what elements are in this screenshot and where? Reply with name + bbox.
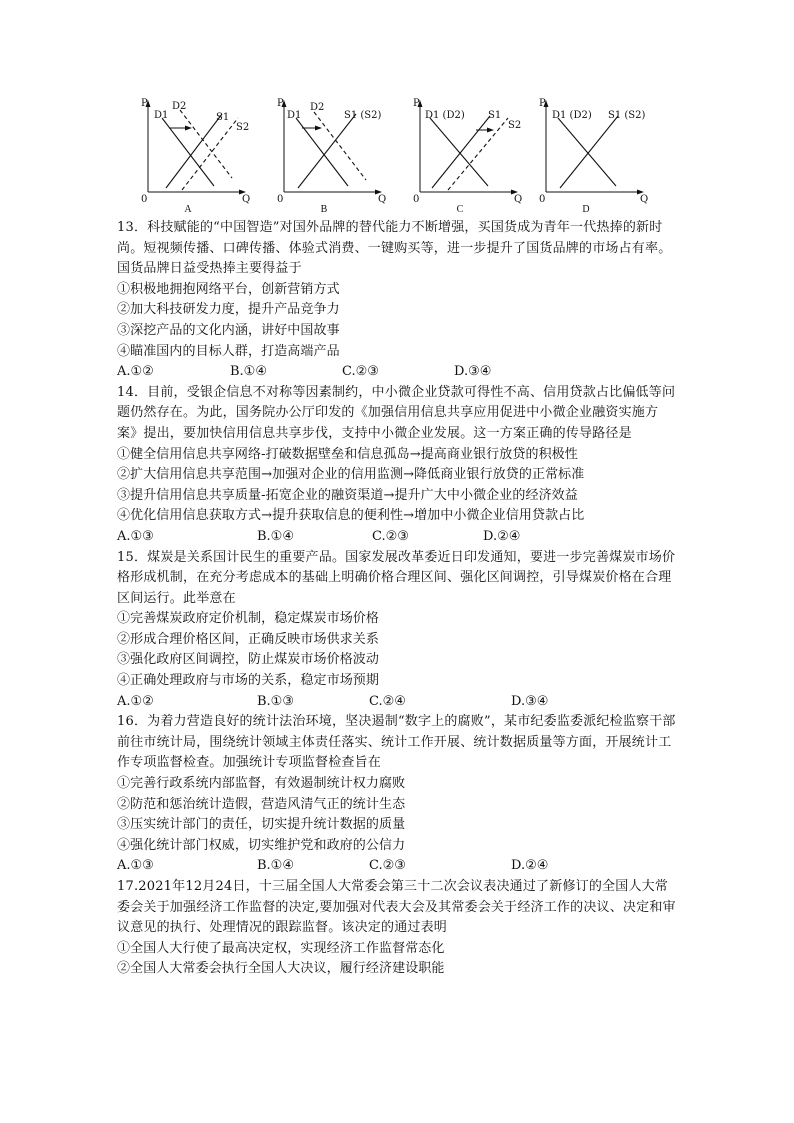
answer-a[interactable]: A.①② (117, 364, 154, 380)
option-3: ③深挖产品的文化内涵，讲好中国故事 (117, 322, 340, 338)
answer-d[interactable]: D.②④ (511, 858, 549, 874)
graph-d-caption: D (582, 204, 590, 215)
graph-a-plot (138, 96, 251, 205)
answer-c[interactable]: C.②④ (369, 693, 406, 709)
graph-b-origin: 0 (277, 194, 284, 205)
graph-a-d2: D2 (172, 101, 187, 112)
option-1: ①完善行政系统内部监督，有效遏制统计权力腐败 (117, 776, 406, 792)
graph-d-s-label: S1 (S2) (608, 110, 646, 121)
answer-a[interactable]: A.①③ (117, 858, 154, 874)
graph-c-d-label: D1 (D2) (425, 110, 465, 121)
answer-b[interactable]: B.①④ (257, 528, 294, 544)
option-3: ③强化政府区间调控，防止煤炭市场价格波动 (117, 652, 380, 668)
answer-b[interactable]: B.①④ (257, 858, 294, 874)
graph-c-s2: S2 (508, 120, 522, 131)
answer-a[interactable]: A.①③ (117, 528, 154, 544)
question-stem: 13．科技赋能的“中国智造”对国外品牌的替代能力不断增强，买国货成为青年一代热捧的新时尚。短视频传播、口碑传播、体验式消费、一键购买等，进一步提升了国货品牌的市场占有率。国货品牌日益受热捧主要得益于 (117, 220, 672, 277)
option-2: ②全国人大常委会执行全国人大决议，履行经济建设职能 (117, 961, 445, 977)
answer-choices (117, 856, 677, 877)
graph-a-caption: A (184, 204, 192, 215)
graph-a-s1: S1 (216, 112, 230, 123)
answer-choices (117, 362, 677, 383)
answer-d[interactable]: D.③④ (511, 693, 549, 709)
option-2: ②形成合理价格区间，正确反映市场供求关系 (117, 631, 380, 647)
graph-c-q-label: Q (514, 194, 523, 205)
supply-demand-graphs (138, 96, 658, 218)
option-2: ②扩大信用信息共享范围→加强对企业的信用监测→降低商业银行放贷的正常标准 (117, 467, 585, 483)
question-stem: 15．煤炭是关系国计民生的重要产品。国家发展改革委近日印发通知，要进一步完善煤炭市场价格形成机制，在充分考虑成本的基础上明确价格合理区间、强化区间调控，引导煤炭价格在合理区间运行。此举意在 (117, 549, 676, 606)
graph-a-q-label: Q (242, 194, 251, 205)
option-3: ③提升信用信息共享质量-拓宽企业的融资渠道→提升广大中小微企业的经济效益 (117, 487, 578, 503)
option-4: ④优化信用信息获取方式→提升获取信息的便利性→增加中小微企业信用贷款占比 (117, 508, 585, 524)
question-14 (117, 383, 677, 548)
questions-section (117, 218, 677, 980)
answer-b[interactable]: B.①④ (230, 364, 267, 380)
answer-choices (117, 527, 677, 548)
option-1: ①积极地拥抱网络平台，创新营销方式 (117, 281, 340, 297)
graph-c-origin: 0 (413, 194, 420, 205)
option-1: ①健全信用信息共享网络-打破数据壁垒和信息孤岛→提高商业银行放贷的积极性 (117, 446, 578, 462)
graph-a-s2: S2 (236, 122, 250, 133)
graph-b-q-label: Q (378, 194, 387, 205)
option-3: ③压实统计部门的责任，切实提升统计数据的质量 (117, 817, 406, 833)
answer-c[interactable]: C.②③ (372, 528, 409, 544)
option-1: ①全国人大行使了最高决定权，实现经济工作监督常态化 (117, 940, 445, 956)
question-15 (117, 548, 677, 713)
graph-c-s1: S1 (488, 110, 502, 121)
option-4: ④强化统计部门权威，切实维护党和政府的公信力 (117, 837, 406, 853)
answer-choices (117, 692, 677, 713)
question-17 (117, 877, 677, 980)
graph-a-p-label: P (141, 98, 148, 109)
option-4: ④瞄准国内的目标人群，打造高端产品 (117, 343, 340, 359)
graph-a (138, 96, 258, 218)
answer-c[interactable]: C.②③ (342, 364, 379, 380)
answer-a[interactable]: A.①② (117, 693, 154, 709)
graph-c-caption: C (456, 204, 464, 215)
question-stem: 17.2021年12月24日，十三届全国人大常委会第三十二次会议表决通过了新修订的全国人大常委会关于加强经济工作监督的决定,要加强对代表大会及其常委会关于经济工作的决议、决定和审议意见的执行、处理情况的跟踪监督。该决定的通过表明 (117, 879, 676, 936)
graph-b-d2: D2 (310, 102, 325, 113)
graph-d-q-label: Q (640, 194, 649, 205)
graph-b-d1: D1 (287, 110, 302, 121)
graph-d-origin: 0 (539, 194, 546, 205)
graph-b-p-label: P (277, 98, 284, 109)
graph-d (536, 96, 656, 218)
graph-b-caption: B (320, 204, 328, 215)
option-4: ④正确处理政府与市场的关系，稳定市场预期 (117, 673, 380, 689)
question-stem: 14．目前，受银企信息不对称等因素制约，中小微企业贷款可得性不高、信用贷款占比偏低等问题仍然存在。为此，国务院办公厅印发的《加强信用信息共享应用促进中小微企业融资实施方案》提出，要加快信用信息共享步伐，支持中小微企业发展。这一方案正确的传导路径是 (117, 384, 676, 441)
graph-b-plot (274, 96, 387, 205)
graph-c (410, 96, 530, 218)
graph-a-d1: D1 (154, 110, 169, 121)
answer-b[interactable]: B.①③ (257, 693, 294, 709)
graph-d-p-label: P (539, 98, 546, 109)
graph-d-d-label: D1 (D2) (552, 110, 592, 121)
question-13 (117, 218, 677, 383)
graph-b (274, 96, 394, 218)
question-stem: 16．为着力营造良好的统计法治环境，坚决遏制“数字上的腐败”，某市纪委监委派纪检监察干部前往市统计局，围绕统计领域主体责任落实、统计工作开展、统计数据质量等方面，开展统计工作专项监督检查。加强统计专项监督检查旨在 (117, 714, 676, 771)
option-2: ②防范和惩治统计造假，营造风清气正的统计生态 (117, 796, 406, 812)
graph-d-plot (536, 96, 656, 204)
answer-c[interactable]: C.②③ (369, 858, 406, 874)
answer-d[interactable]: D.②④ (483, 528, 521, 544)
question-16 (117, 712, 677, 877)
graph-c-p-label: P (413, 98, 420, 109)
graph-a-origin: 0 (141, 194, 148, 205)
graph-c-plot (410, 96, 523, 205)
answer-d[interactable]: D.③④ (454, 364, 492, 380)
option-2: ②加大科技研发力度，提升产品竞争力 (117, 302, 340, 318)
graph-b-s-label: S1 (S2) (344, 110, 382, 121)
option-1: ①完善煤炭政府定价机制，稳定煤炭市场价格 (117, 611, 380, 627)
